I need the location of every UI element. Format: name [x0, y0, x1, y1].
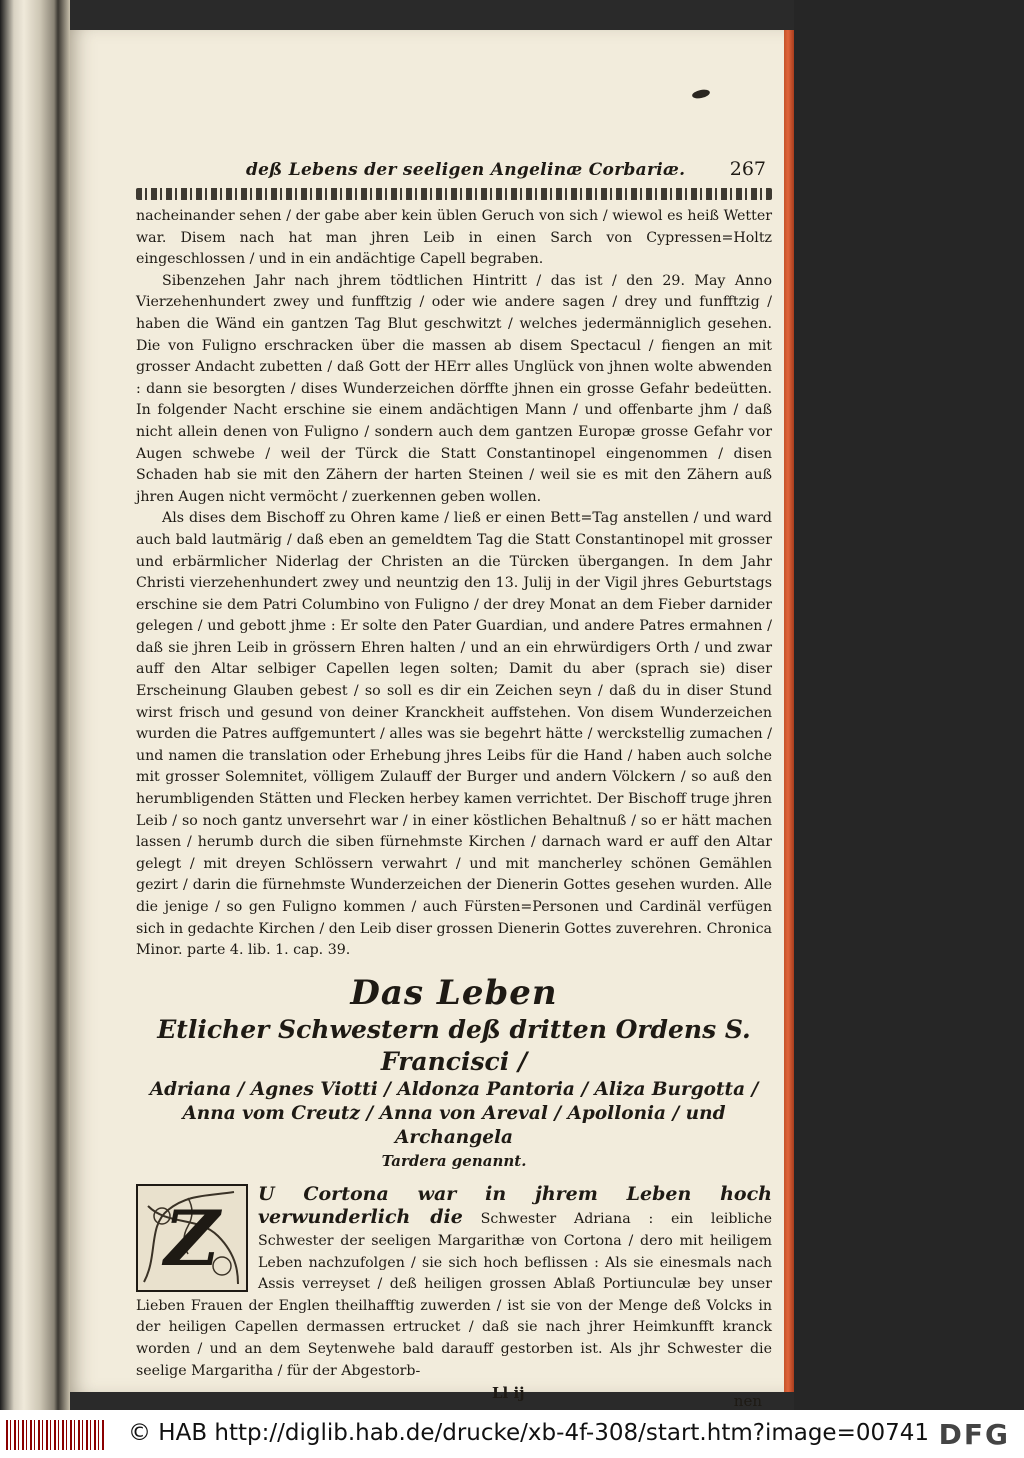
book-gutter [58, 0, 70, 1410]
initial-first-line: U Cortona war in jhrem Leben hoch verwunderlich die [258, 1182, 772, 1229]
paragraph-3: Als dises dem Bischoff zu Ohren kame / ließ er einen Bett=Tag anstellen / und ward auch bald lautmärig / daß eben an gemeldtem Tag die Statt Constantinopel mit grosser und erbärmlicher Niderlag der Christen an die Türcken übergangen. In dem Jahr Christi vierzehenhundert zwey und neuntzig den 13. Julij in der Vigil jhres Geburtstags erschine sie dem Patri Columbino von Fuligno / der drey Monat an dem Fieber darnider gelegen / und gebott jhme : Er solte den Pater Guardian, und andere Patres ermahnen / daß sie jhren Leib in grössern Ehren halten / und an ein ehrwürdigers Orth / und zwar auff den Altar selbiger Capellen legen solten; Damit du aber (sprach sie) diser Erscheinung Glauben gebest / so soll es dir ein Zeichen seyn / daß du in diser Stund wirst frisch und gesund von deiner Kranckheit auffstehen. Von disem Wunderzeichen wurden die Patres auffgemuntert / alles was sie begehrt hätte / werckstellig zumachen / und namen die translation oder Erhebung jhres Leibs für die Hand / haben auch solche mit grosser Solemnitet, völligem Zulauff der Burger und andern Völckern / so auß den herumbligenden Stätten und Flecken herbey kamen verrichtet. Der Bischoff truge jhren Leib / so noch gantz unversehrt war / in einer köstlichen Behaltnuß / so er hätt machen lassen / herumb durch die siben fürnehmste Kirchen / darnach ward er auff den Altar gelegt / mit dreyen Schlössern verwahrt / und mit mancherley schönen Gemählen gezirt / darin die fürnehmste Wunderzeichen der Dienerin Gottes gesehen wurden. Alle die jenige / so gen Fuligno kommen / auch Fürsten=Personen und Cardinäl verfügen sich in gedachte Kirchen / den Leib diser grossen Dienerin Gottes zuverehren. Chronica Minor. parte 4. lib. 1. cap. 39. [136, 510, 772, 959]
background-right [794, 0, 1024, 1410]
catchword: nen [733, 1392, 762, 1411]
book-page [70, 30, 784, 1411]
chapter-title [136, 972, 772, 1172]
viewer-footer [0, 1410, 1024, 1458]
decorated-initial [136, 1184, 248, 1292]
background-top [70, 0, 794, 30]
chapter-title-line-2: Etlicher Schwestern deß dritten Ordens S. Francisci / [157, 1014, 751, 1076]
chapter-title-line-3: Adriana / Agnes Viotti / Aldonza Pantoria / Aliza Burgotta / Anna vom Creutz / Anna von Areval / Apollonia / und Archangela [149, 1078, 759, 1148]
running-head [136, 156, 772, 186]
page-number: 267 [729, 158, 766, 180]
footer-copyright-link[interactable]: © HAB http://diglib.hab.de/drucke/xb-4f-308/start.htm?image=00741 [128, 1420, 930, 1446]
running-head-title: deß Lebens der seeligen Angelinæ Corbariæ. [246, 160, 686, 180]
signature-mark: Ll ij [492, 1384, 525, 1403]
ornament-rule [136, 188, 772, 200]
dfg-logo: DFG [938, 1418, 1010, 1451]
chapter-title-line-1: Das Leben [350, 972, 558, 1013]
chapter-title-line-4: Tardera genannt. [381, 1151, 527, 1170]
initial-section [136, 1184, 772, 1382]
page-edge [784, 30, 794, 1392]
initial-paragraph-text: Schwester Adriana : ein leibliche Schwester der seeligen Margarithæ von Cortona / dero mit heiligem Leben nachzufolgen / sie sich hoch beflissen : Als sie einesmals nach Assis verreyset / deß heiligen grossen Ablaß Portiunculæ bey unser Lieben Frauen der Englen theilhafftig zuwerden / ist sie von der Menge deß Volcks in der heiligen Capellen dermassen ertrucket / daß sie nach jhrer Heimkunfft kranck worden / und an dem Seytenwehe bald darauff gestorben ist. Als jhr Schwester die seelige Margaritha / für der Abgestorb- [136, 1211, 773, 1379]
initial-letter: Z [164, 1193, 220, 1283]
ink-blot [691, 88, 710, 100]
book-left-edge [0, 0, 58, 1410]
paragraph-2: Sibenzehen Jahr nach jhrem tödtlichen Hintritt / das ist / den 29. May Anno Vierzehenhundert zwey und funfftzig / oder wie andere sagen / drey und funfftzig / haben die Wänd ein gantzen Tag Blut geschwitzt / welches jedermänniglich gesehen. Die von Fuligno erschracken über die massen ab disem Spectacul / fiengen an mit grosser Andacht zubetten / daß Gott der HErr alles Unglück von jhnen wolte abwenden : dann sie besorgten / dises Wunderzeichen dörffte jhnen ein grosse Gefahr bedeütten. In folgender Nacht erschine sie einem andächtigen Mann / und offenbarte jhm / daß nicht allein denen von Fuligno / sondern auch dem gantzen Europæ grosse Gefahr vor Augen schwebe / weil der Türck die Statt Constantinopel eingenommen / disen Schaden hab sie mit den Zähern der harten Steinen / weil sie es mit den Zähern auß jhren Augen nicht vermöcht / zuerkennen geben wollen. [136, 272, 772, 505]
hab-logo-icon [6, 1420, 104, 1450]
page-content [136, 156, 772, 1424]
paragraph-1: nacheinander sehen / der gabe aber kein üblen Geruch von sich / wiewol es heiß Wetter war. Disem nach hat man jhren Leib in einen Sarch von Cypressen=Holtz eingeschlossen / und in ein andächtige Capell begraben. [136, 208, 772, 268]
